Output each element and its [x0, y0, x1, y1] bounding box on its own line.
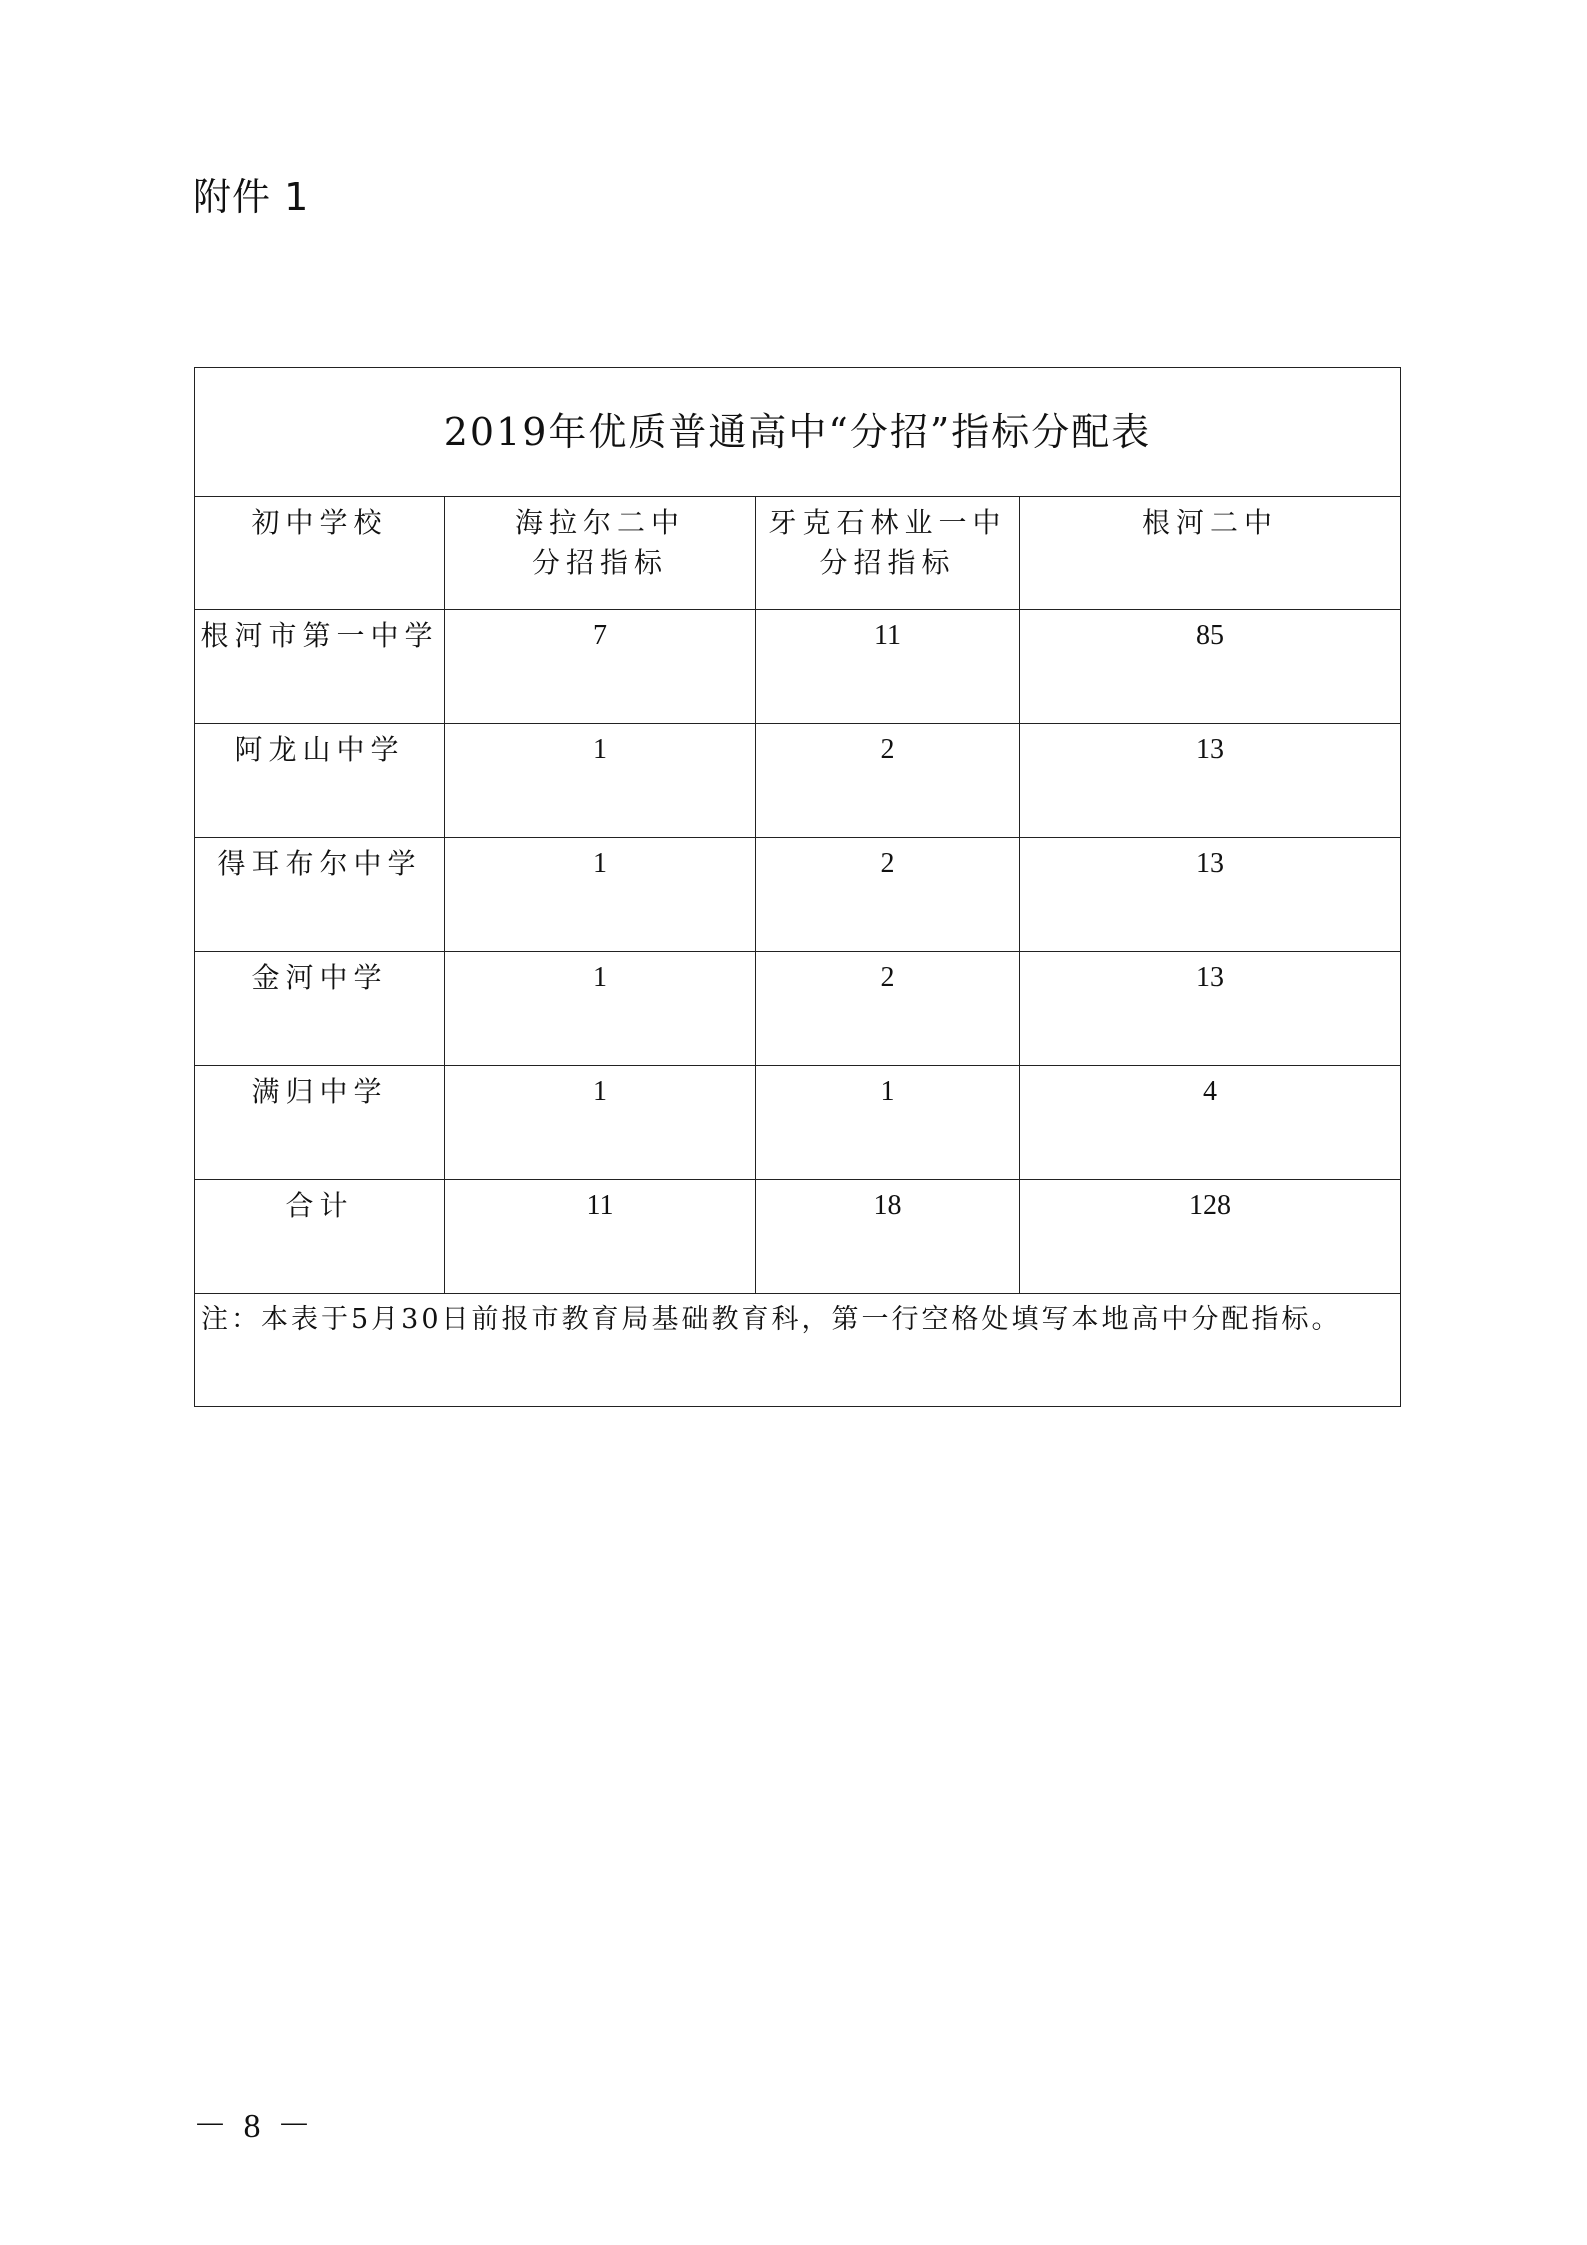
allocation-table	[194, 367, 1401, 1407]
school-cell: 阿龙山中学	[195, 724, 445, 838]
genhe-quota-cell: 13	[1020, 952, 1401, 1066]
column-header-line1: 根河二中	[1141, 506, 1278, 539]
school-cell: 满归中学	[195, 1066, 445, 1180]
genhe-total-cell: 128	[1020, 1180, 1401, 1294]
hailaer-total-cell: 11	[445, 1180, 756, 1294]
table-row	[195, 724, 1401, 838]
total-label-cell: 合计	[195, 1180, 445, 1294]
column-header-line1: 牙克石林业一中	[768, 506, 1007, 539]
table-row	[195, 838, 1401, 952]
hailaer-quota-cell: 1	[445, 838, 756, 952]
hailaer-quota-cell: 1	[445, 952, 756, 1066]
yakeshi-quota-cell: 2	[756, 724, 1020, 838]
column-header-line2: 分招指标	[819, 546, 956, 579]
allocation-table-wrapper	[194, 367, 1400, 1407]
column-header-line1: 海拉尔二中	[514, 506, 685, 539]
column-header-line1: 初中学校	[251, 506, 388, 539]
genhe-quota-cell: 13	[1020, 838, 1401, 952]
school-cell: 得耳布尔中学	[195, 838, 445, 952]
page-number: － 8 －	[193, 2108, 315, 2145]
column-header-genhe	[1020, 497, 1401, 610]
school-cell: 根河市第一中学	[195, 610, 445, 724]
hailaer-quota-cell: 1	[445, 724, 756, 838]
yakeshi-quota-cell: 11	[756, 610, 1020, 724]
table-header-row	[195, 497, 1401, 610]
table-row-total	[195, 1180, 1401, 1294]
hailaer-quota-cell: 1	[445, 1066, 756, 1180]
attachment-label: 附件 1	[193, 175, 310, 219]
column-header-hailaer	[445, 497, 756, 610]
yakeshi-total-cell: 18	[756, 1180, 1020, 1294]
column-header-line2: 分招指标	[531, 546, 668, 579]
hailaer-quota-cell: 7	[445, 610, 756, 724]
genhe-quota-cell: 4	[1020, 1066, 1401, 1180]
genhe-quota-cell: 13	[1020, 724, 1401, 838]
table-note: 注：本表于5月30日前报市教育局基础教育科，第一行空格处填写本地高中分配指标。	[195, 1294, 1401, 1407]
yakeshi-quota-cell: 1	[756, 1066, 1020, 1180]
yakeshi-quota-cell: 2	[756, 952, 1020, 1066]
table-row	[195, 610, 1401, 724]
table-row	[195, 952, 1401, 1066]
table-row	[195, 1066, 1401, 1180]
school-cell: 金河中学	[195, 952, 445, 1066]
column-header-school	[195, 497, 445, 610]
table-title: 2019年优质普通高中“分招”指标分配表	[195, 368, 1401, 497]
yakeshi-quota-cell: 2	[756, 838, 1020, 952]
column-header-yakeshi	[756, 497, 1020, 610]
genhe-quota-cell: 85	[1020, 610, 1401, 724]
